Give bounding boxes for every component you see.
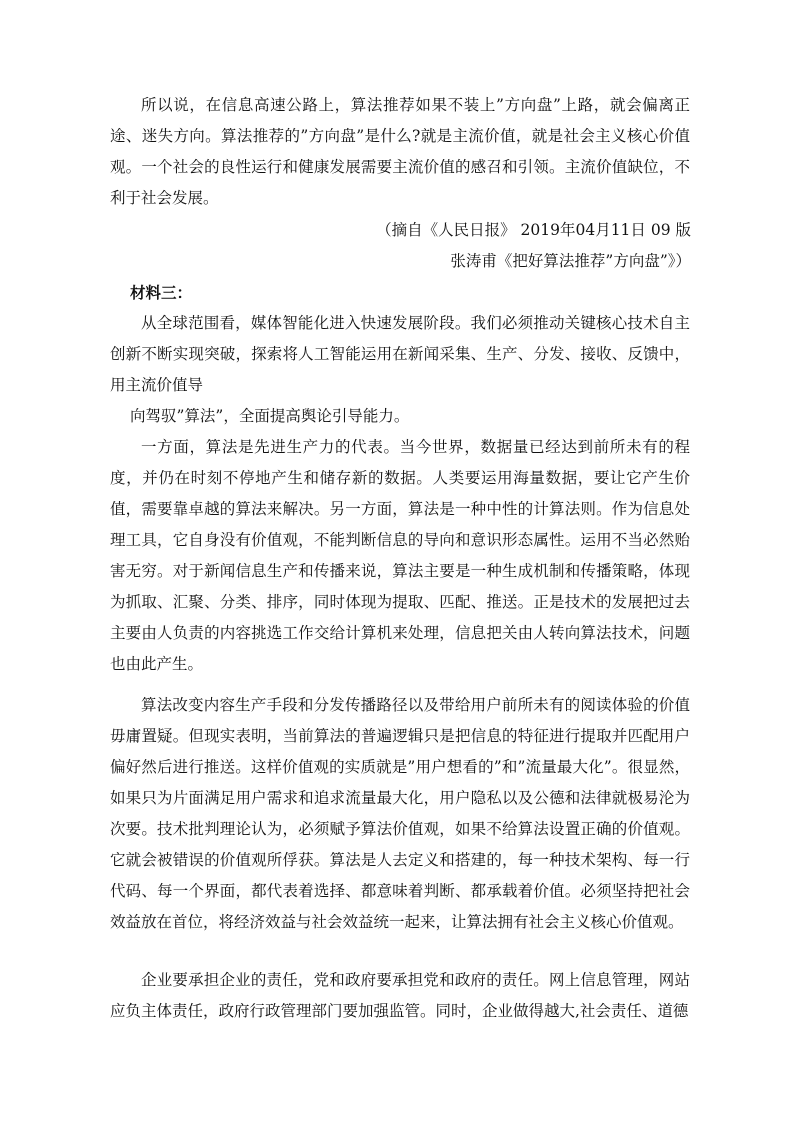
source-citation-line1: （摘自《人民日报》 2019年04月11日 09 版 bbox=[376, 221, 691, 239]
source-citation-line2: 张涛甫《把好算法推荐”方向盘”》） bbox=[450, 252, 691, 270]
paragraph-responsibility: 企业要承担企业的责任，党和政府要承担党和政府的责任。网上信息管理，网站应负主体责任，政府行政管理部门要加强监管。同时，企业做得越大,社会责任、道德 bbox=[110, 971, 690, 1020]
section-heading-material-three: 材料三： bbox=[130, 283, 193, 302]
paragraph-media-intelligence-part1: 从全球范围看，媒体智能化进入快速发展阶段。我们必须推动关键核心技术自主创新不断实现突破，探索将人工智能运用在新闻采集、生产、分发、接收、反馈中，用主流价值导 bbox=[110, 314, 690, 394]
paragraph-media-intelligence-part2: 向驾驭”算法”，全面提高舆论引导能力。 bbox=[130, 407, 410, 425]
paragraph-algorithm-productivity: 一方面，算法是先进生产力的代表。当今世界，数据量已经达到前所未有的程度，并仍在时刻不停地产生和储存新的数据。人类要运用海量数据，要让它产生价值，需要靠卓越的算法来解决。另一方面，算法是一种中性的计算法则。作为信息处理工具，它自身没有价值观，不能判断信息的导向和意识形态属性。运用不当必然贻害无穷。对于新闻信息生产和传播来说，算法主要是一种生成机制和传播策略，体现为抓取、汇聚、分类、排序，同时体现为提取、匹配、推送。正是技术的发展把过去主要由人负责的内容挑选工作交给计算机来处理，信息把关由人转向算法技术，问题也由此产生。 bbox=[110, 438, 690, 673]
paragraph-algorithm-steering: 所以说，在信息高速公路上，算法推荐如果不装上”方向盘”上路，就会偏离正途、迷失方向。算法推荐的”方向盘”是什么?就是主流价值，就是社会主义核心价值观。一个社会的良性运行和健康发展需要主流价值的感召和引领。主流价值缺位，不利于社会发展。 bbox=[110, 96, 690, 207]
paragraph-algorithm-values: 算法改变内容生产手段和分发传播路径以及带给用户前所未有的阅读体验的价值毋庸置疑。但现实表明，当前算法的普遍逻辑只是把信息的特征进行提取并匹配用户偏好然后进行推送。这样价值观的实质就是”用户想看的”和”流量最大化”。很显然，如果只为片面满足用户需求和追求流量最大化，用户隐私以及公德和法律就极易沦为次要。技术批判理论认为，必须赋予算法价值观，如果不给算法设置正确的价值观。它就会被错误的价值观所俘获。算法是人去定义和搭建的，每一种技术架构、每一行代码、每一个界面，都代表着选择、都意味着判断、都承载着价值。必须坚持把社会效益放在首位，将经济效益与社会效益统一起来，让算法拥有社会主义核心价值观。 bbox=[110, 696, 690, 931]
